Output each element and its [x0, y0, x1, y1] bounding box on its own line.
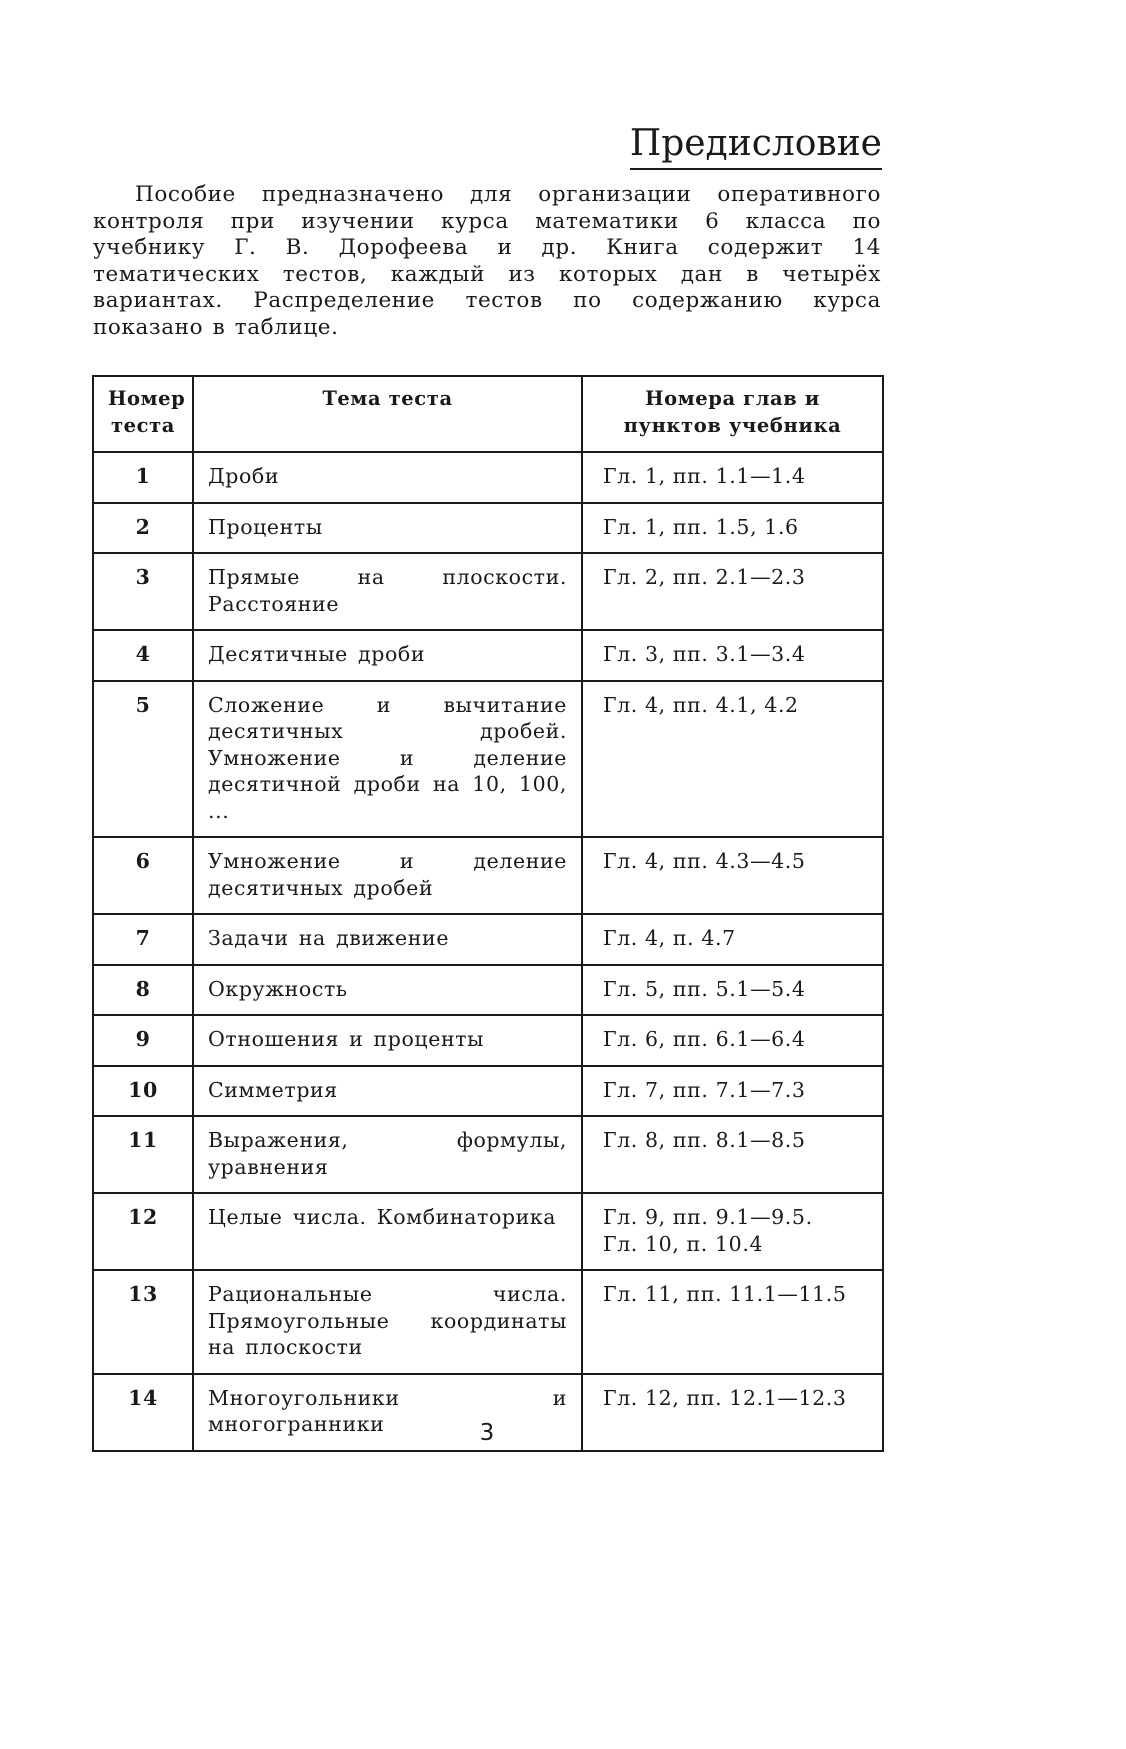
test-number-cell: 6: [93, 837, 193, 914]
test-reference-cell: Гл. 6, пп. 6.1—6.4: [582, 1015, 883, 1066]
test-number-cell: 8: [93, 965, 193, 1016]
table-row: [93, 914, 883, 965]
test-topic-cell: Дроби: [193, 452, 582, 503]
table-row: [93, 553, 883, 630]
test-reference-cell: Гл. 11, пп. 11.1—11.5: [582, 1270, 883, 1374]
test-reference-cell: Гл. 4, п. 4.7: [582, 914, 883, 965]
test-number-cell: 4: [93, 630, 193, 681]
test-reference-cell: Гл. 7, пп. 7.1—7.3: [582, 1066, 883, 1117]
test-topic-cell: Рациональные числа. Прямоугольные координаты на плоскости: [193, 1270, 582, 1374]
table-row: [93, 1270, 883, 1374]
test-topic-cell: Окружность: [193, 965, 582, 1016]
test-topic-cell: Симметрия: [193, 1066, 582, 1117]
table-body: [93, 452, 883, 1451]
test-number-cell: 3: [93, 553, 193, 630]
table-row: [93, 503, 883, 554]
table-row: [93, 681, 883, 838]
test-topic-cell: Проценты: [193, 503, 582, 554]
test-number-cell: 2: [93, 503, 193, 554]
table-header-row: [93, 376, 883, 452]
test-reference-cell: Гл. 2, пп. 2.1—2.3: [582, 553, 883, 630]
test-reference-cell: Гл. 3, пп. 3.1—3.4: [582, 630, 883, 681]
header-number: Номер теста: [93, 376, 193, 452]
table-row: [93, 965, 883, 1016]
test-topic-cell: Выражения, формулы, уравнения: [193, 1116, 582, 1193]
table-row: [93, 1015, 883, 1066]
intro-paragraph: Пособие предназначено для организации оперативного контроля при изучении курса математики 6 класса по учебнику Г. В. Дорофеева и др. Книга содержит 14 тематических тестов, каждый из которых дан в четырёх вариантах. Распределение тестов по содержанию курса показано в таблице.: [93, 182, 881, 340]
test-topic-cell: Задачи на движение: [193, 914, 582, 965]
test-topic-cell: Сложение и вычитание десятичных дробей. Умножение и деление десятичной дроби на 10, 100, ...: [193, 681, 582, 838]
test-number-cell: 12: [93, 1193, 193, 1270]
test-topic-cell: Отношения и проценты: [193, 1015, 582, 1066]
table-row: [93, 1116, 883, 1193]
table-row: [93, 630, 883, 681]
table-row: [93, 837, 883, 914]
topics-table: [92, 375, 884, 1452]
test-reference-cell: Гл. 9, пп. 9.1—9.5. Гл. 10, п. 10.4: [582, 1193, 883, 1270]
test-number-cell: 10: [93, 1066, 193, 1117]
test-reference-cell: Гл. 4, пп. 4.3—4.5: [582, 837, 883, 914]
test-topic-cell: Многоугольники и многогранники: [193, 1374, 582, 1451]
test-number-cell: 14: [93, 1374, 193, 1451]
page-title: Предисловие: [630, 122, 882, 170]
test-reference-cell: Гл. 1, пп. 1.5, 1.6: [582, 503, 883, 554]
table-row: [93, 452, 883, 503]
test-topic-cell: Десятичные дроби: [193, 630, 582, 681]
test-number-cell: 7: [93, 914, 193, 965]
test-reference-cell: Гл. 5, пп. 5.1—5.4: [582, 965, 883, 1016]
test-number-cell: 5: [93, 681, 193, 838]
test-number-cell: 11: [93, 1116, 193, 1193]
table-row: [93, 1193, 883, 1270]
test-reference-cell: Гл. 1, пп. 1.1—1.4: [582, 452, 883, 503]
test-number-cell: 9: [93, 1015, 193, 1066]
table-row: [93, 1066, 883, 1117]
test-reference-cell: Гл. 12, пп. 12.1—12.3: [582, 1374, 883, 1451]
table-header: [93, 376, 883, 452]
test-topic-cell: Целые числа. Комбинаторика: [193, 1193, 582, 1270]
page-number: 3: [479, 1420, 495, 1446]
test-number-cell: 1: [93, 452, 193, 503]
header-reference: Номера глав и пунктов учебника: [582, 376, 883, 452]
test-number-cell: 13: [93, 1270, 193, 1374]
header-topic: Тема теста: [193, 376, 582, 452]
test-topic-cell: Умножение и деление десятичных дробей: [193, 837, 582, 914]
test-reference-cell: Гл. 8, пп. 8.1—8.5: [582, 1116, 883, 1193]
test-topic-cell: Прямые на плоскости. Расстояние: [193, 553, 582, 630]
test-reference-cell: Гл. 4, пп. 4.1, 4.2: [582, 681, 883, 838]
